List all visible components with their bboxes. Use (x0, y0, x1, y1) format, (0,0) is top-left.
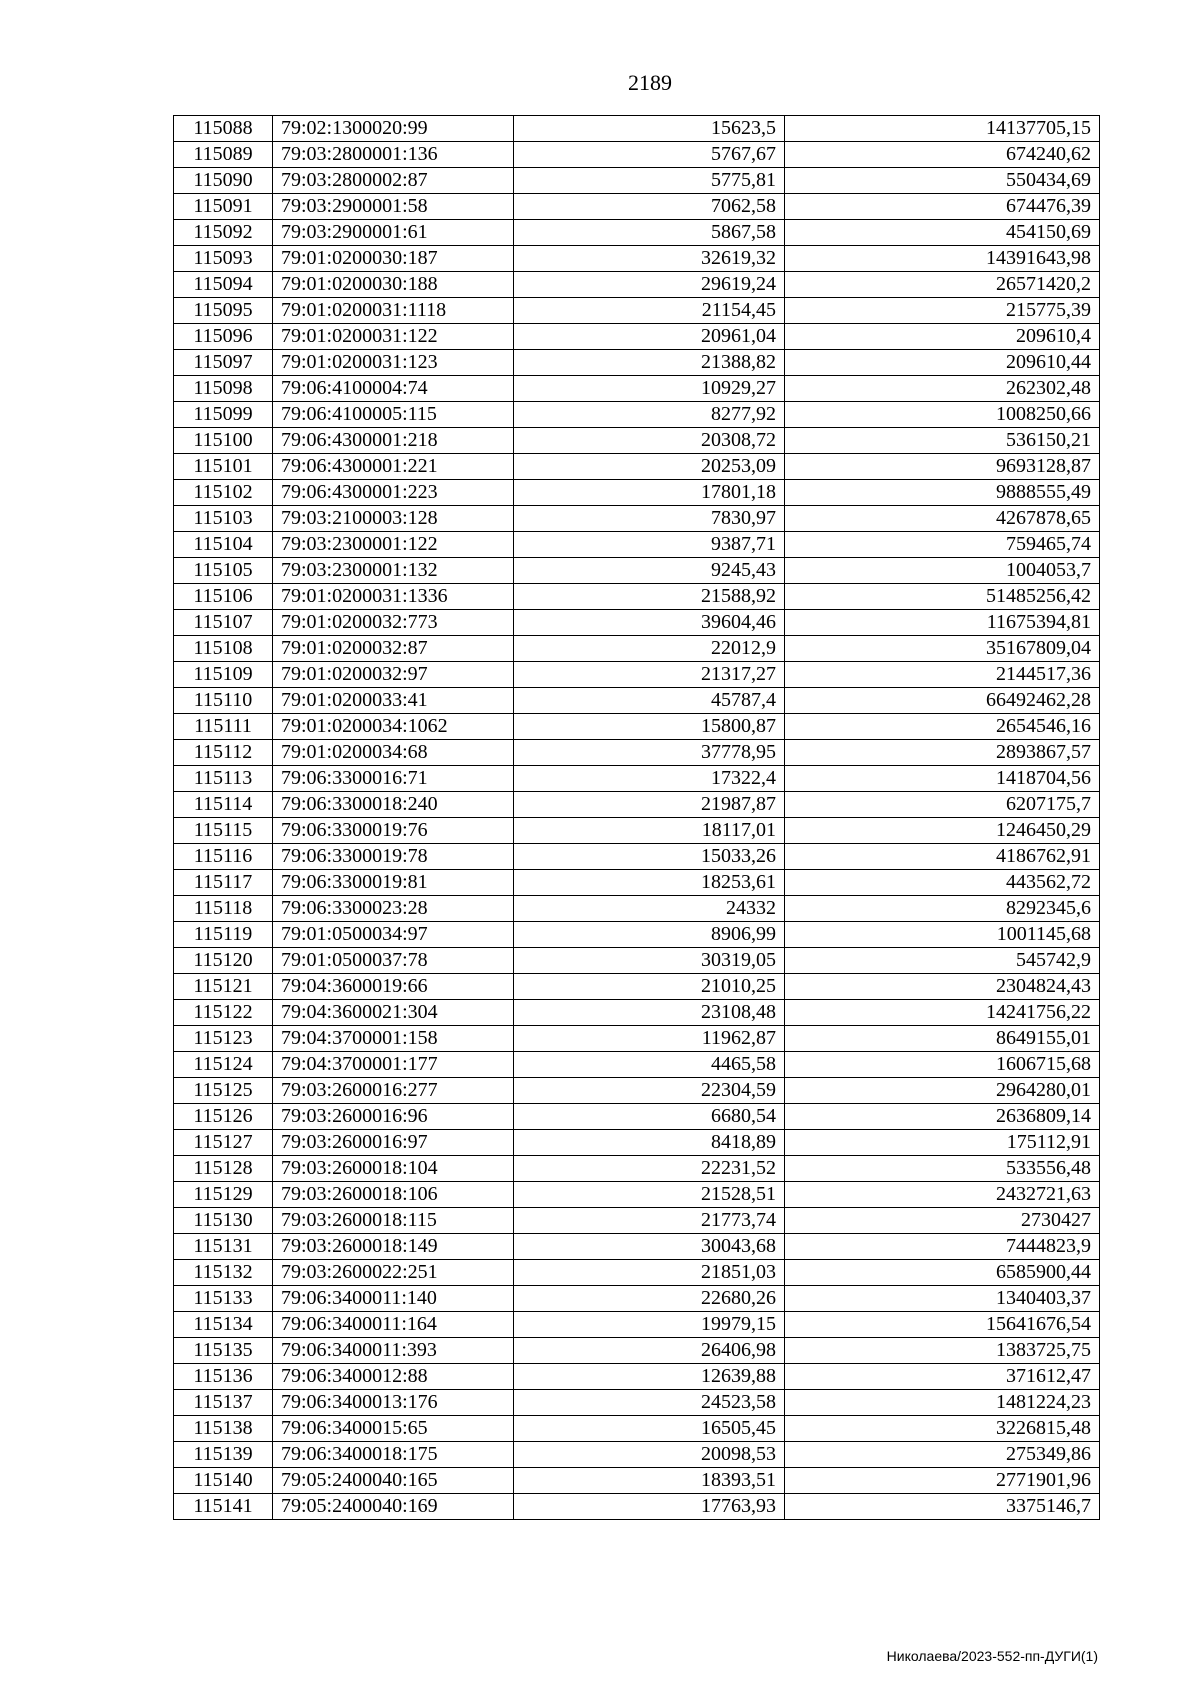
registry-table-body (174, 116, 1100, 1520)
row-number-cell: 115110 (174, 688, 273, 714)
cadastral-number-cell: 79:06:4100004:74 (273, 376, 514, 402)
cadastral-number-cell: 79:02:1300020:99 (273, 116, 514, 142)
table-row (174, 480, 1100, 506)
cadastral-number-cell: 79:03:2600022:251 (273, 1260, 514, 1286)
table-row (174, 1312, 1100, 1338)
table-row (174, 1338, 1100, 1364)
table-row (174, 1104, 1100, 1130)
value-cell: 209610,4 (785, 324, 1100, 350)
value-cell: 14391643,98 (785, 246, 1100, 272)
value-cell: 2654546,16 (785, 714, 1100, 740)
cadastral-number-cell: 79:03:2600018:106 (273, 1182, 514, 1208)
cadastral-number-cell: 79:03:2600016:96 (273, 1104, 514, 1130)
area-cell: 22680,26 (514, 1286, 785, 1312)
row-number-cell: 115134 (174, 1312, 273, 1338)
table-row (174, 1130, 1100, 1156)
cadastral-number-cell: 79:06:3400011:140 (273, 1286, 514, 1312)
area-cell: 17322,4 (514, 766, 785, 792)
table-row (174, 1182, 1100, 1208)
registry-table (173, 115, 1100, 1520)
area-cell: 22012,9 (514, 636, 785, 662)
cadastral-number-cell: 79:06:3300019:76 (273, 818, 514, 844)
row-number-cell: 115136 (174, 1364, 273, 1390)
area-cell: 21773,74 (514, 1208, 785, 1234)
value-cell: 209610,44 (785, 350, 1100, 376)
area-cell: 11962,87 (514, 1026, 785, 1052)
table-row (174, 1000, 1100, 1026)
row-number-cell: 115101 (174, 454, 273, 480)
row-number-cell: 115095 (174, 298, 273, 324)
value-cell: 2304824,43 (785, 974, 1100, 1000)
value-cell: 1004053,7 (785, 558, 1100, 584)
cadastral-number-cell: 79:01:0500034:97 (273, 922, 514, 948)
area-cell: 21588,92 (514, 584, 785, 610)
row-number-cell: 115107 (174, 610, 273, 636)
table-row (174, 636, 1100, 662)
table-row (174, 1052, 1100, 1078)
cadastral-number-cell: 79:03:2100003:128 (273, 506, 514, 532)
row-number-cell: 115102 (174, 480, 273, 506)
value-cell: 51485256,42 (785, 584, 1100, 610)
cadastral-number-cell: 79:04:3600019:66 (273, 974, 514, 1000)
row-number-cell: 115140 (174, 1468, 273, 1494)
cadastral-number-cell: 79:04:3600021:304 (273, 1000, 514, 1026)
area-cell: 21851,03 (514, 1260, 785, 1286)
table-row (174, 1442, 1100, 1468)
cadastral-number-cell: 79:01:0200034:68 (273, 740, 514, 766)
row-number-cell: 115135 (174, 1338, 273, 1364)
row-number-cell: 115118 (174, 896, 273, 922)
row-number-cell: 115139 (174, 1442, 273, 1468)
row-number-cell: 115137 (174, 1390, 273, 1416)
area-cell: 5867,58 (514, 220, 785, 246)
table-row (174, 714, 1100, 740)
table-row (174, 1286, 1100, 1312)
area-cell: 5775,81 (514, 168, 785, 194)
table-row (174, 142, 1100, 168)
row-number-cell: 115089 (174, 142, 273, 168)
value-cell: 9693128,87 (785, 454, 1100, 480)
row-number-cell: 115093 (174, 246, 273, 272)
value-cell: 4267878,65 (785, 506, 1100, 532)
area-cell: 5767,67 (514, 142, 785, 168)
row-number-cell: 115123 (174, 1026, 273, 1052)
cadastral-number-cell: 79:04:3700001:177 (273, 1052, 514, 1078)
cadastral-number-cell: 79:06:3300018:240 (273, 792, 514, 818)
value-cell: 1383725,75 (785, 1338, 1100, 1364)
cadastral-number-cell: 79:03:2600016:97 (273, 1130, 514, 1156)
area-cell: 12639,88 (514, 1364, 785, 1390)
area-cell: 24523,58 (514, 1390, 785, 1416)
area-cell: 20961,04 (514, 324, 785, 350)
value-cell: 1008250,66 (785, 402, 1100, 428)
area-cell: 23108,48 (514, 1000, 785, 1026)
row-number-cell: 115131 (174, 1234, 273, 1260)
cadastral-number-cell: 79:04:3700001:158 (273, 1026, 514, 1052)
area-cell: 30319,05 (514, 948, 785, 974)
value-cell: 14137705,15 (785, 116, 1100, 142)
cadastral-number-cell: 79:06:3400012:88 (273, 1364, 514, 1390)
value-cell: 3226815,48 (785, 1416, 1100, 1442)
value-cell: 2964280,01 (785, 1078, 1100, 1104)
cadastral-number-cell: 79:06:3300023:28 (273, 896, 514, 922)
row-number-cell: 115104 (174, 532, 273, 558)
cadastral-number-cell: 79:06:3400013:176 (273, 1390, 514, 1416)
table-row (174, 922, 1100, 948)
row-number-cell: 115141 (174, 1494, 273, 1520)
table-row (174, 1468, 1100, 1494)
value-cell: 1481224,23 (785, 1390, 1100, 1416)
cadastral-number-cell: 79:06:4100005:115 (273, 402, 514, 428)
area-cell: 21317,27 (514, 662, 785, 688)
cadastral-number-cell: 79:01:0200031:123 (273, 350, 514, 376)
row-number-cell: 115091 (174, 194, 273, 220)
cadastral-number-cell: 79:03:2800002:87 (273, 168, 514, 194)
area-cell: 29619,24 (514, 272, 785, 298)
value-cell: 536150,21 (785, 428, 1100, 454)
cadastral-number-cell: 79:03:2600016:277 (273, 1078, 514, 1104)
value-cell: 759465,74 (785, 532, 1100, 558)
cadastral-number-cell: 79:01:0200034:1062 (273, 714, 514, 740)
value-cell: 6585900,44 (785, 1260, 1100, 1286)
row-number-cell: 115103 (174, 506, 273, 532)
area-cell: 21388,82 (514, 350, 785, 376)
table-row (174, 948, 1100, 974)
value-cell: 215775,39 (785, 298, 1100, 324)
area-cell: 16505,45 (514, 1416, 785, 1442)
value-cell: 371612,47 (785, 1364, 1100, 1390)
area-cell: 18253,61 (514, 870, 785, 896)
cadastral-number-cell: 79:01:0200031:1336 (273, 584, 514, 610)
table-row (174, 896, 1100, 922)
row-number-cell: 115099 (174, 402, 273, 428)
value-cell: 7444823,9 (785, 1234, 1100, 1260)
page-number: 2189 (628, 70, 672, 95)
row-number-cell: 115119 (174, 922, 273, 948)
row-number-cell: 115115 (174, 818, 273, 844)
table-row (174, 220, 1100, 246)
row-number-cell: 115120 (174, 948, 273, 974)
row-number-cell: 115109 (174, 662, 273, 688)
cadastral-number-cell: 79:05:2400040:169 (273, 1494, 514, 1520)
row-number-cell: 115106 (174, 584, 273, 610)
cadastral-number-cell: 79:06:4300001:218 (273, 428, 514, 454)
area-cell: 22304,59 (514, 1078, 785, 1104)
area-cell: 9387,71 (514, 532, 785, 558)
cadastral-number-cell: 79:03:2600018:149 (273, 1234, 514, 1260)
table-row (174, 766, 1100, 792)
table-row (174, 584, 1100, 610)
table-row (174, 246, 1100, 272)
area-cell: 19979,15 (514, 1312, 785, 1338)
area-cell: 17801,18 (514, 480, 785, 506)
cadastral-number-cell: 79:01:0200032:97 (273, 662, 514, 688)
area-cell: 20308,72 (514, 428, 785, 454)
area-cell: 18393,51 (514, 1468, 785, 1494)
row-number-cell: 115116 (174, 844, 273, 870)
table-row (174, 454, 1100, 480)
cadastral-number-cell: 79:01:0200032:773 (273, 610, 514, 636)
cadastral-number-cell: 79:06:4300001:221 (273, 454, 514, 480)
table-row (174, 870, 1100, 896)
area-cell: 10929,27 (514, 376, 785, 402)
row-number-cell: 115114 (174, 792, 273, 818)
table-row (174, 324, 1100, 350)
table-row (174, 402, 1100, 428)
area-cell: 8277,92 (514, 402, 785, 428)
cadastral-number-cell: 79:06:3300019:81 (273, 870, 514, 896)
area-cell: 37778,95 (514, 740, 785, 766)
table-row (174, 506, 1100, 532)
value-cell: 454150,69 (785, 220, 1100, 246)
area-cell: 26406,98 (514, 1338, 785, 1364)
cadastral-number-cell: 79:03:2300001:132 (273, 558, 514, 584)
row-number-cell: 115105 (174, 558, 273, 584)
document-reference: Николаева/2023-552-пп-ДУГИ(1) (886, 1648, 1098, 1664)
area-cell: 20253,09 (514, 454, 785, 480)
area-cell: 15033,26 (514, 844, 785, 870)
value-cell: 1340403,37 (785, 1286, 1100, 1312)
row-number-cell: 115112 (174, 740, 273, 766)
table-row (174, 116, 1100, 142)
cadastral-number-cell: 79:01:0200033:41 (273, 688, 514, 714)
table-row (174, 298, 1100, 324)
value-cell: 14241756,22 (785, 1000, 1100, 1026)
value-cell: 1418704,56 (785, 766, 1100, 792)
area-cell: 22231,52 (514, 1156, 785, 1182)
table-row (174, 558, 1100, 584)
table-row (174, 1078, 1100, 1104)
value-cell: 2636809,14 (785, 1104, 1100, 1130)
value-cell: 1001145,68 (785, 922, 1100, 948)
row-number-cell: 115130 (174, 1208, 273, 1234)
cadastral-number-cell: 79:05:2400040:165 (273, 1468, 514, 1494)
value-cell: 2893867,57 (785, 740, 1100, 766)
cadastral-number-cell: 79:06:3400018:175 (273, 1442, 514, 1468)
value-cell: 545742,9 (785, 948, 1100, 974)
area-cell: 18117,01 (514, 818, 785, 844)
value-cell: 1606715,68 (785, 1052, 1100, 1078)
row-number-cell: 115129 (174, 1182, 273, 1208)
value-cell: 8292345,6 (785, 896, 1100, 922)
table-row (174, 844, 1100, 870)
area-cell: 21154,45 (514, 298, 785, 324)
row-number-cell: 115128 (174, 1156, 273, 1182)
table-row (174, 1026, 1100, 1052)
table-row (174, 610, 1100, 636)
row-number-cell: 115125 (174, 1078, 273, 1104)
cadastral-number-cell: 79:01:0200031:1118 (273, 298, 514, 324)
value-cell: 533556,48 (785, 1156, 1100, 1182)
cadastral-number-cell: 79:06:3400011:393 (273, 1338, 514, 1364)
cadastral-number-cell: 79:03:2300001:122 (273, 532, 514, 558)
table-row (174, 1260, 1100, 1286)
cadastral-number-cell: 79:06:4300001:223 (273, 480, 514, 506)
value-cell: 11675394,81 (785, 610, 1100, 636)
row-number-cell: 115138 (174, 1416, 273, 1442)
table-row (174, 194, 1100, 220)
row-number-cell: 115097 (174, 350, 273, 376)
value-cell: 8649155,01 (785, 1026, 1100, 1052)
table-row (174, 818, 1100, 844)
table-row (174, 688, 1100, 714)
table-row (174, 1208, 1100, 1234)
area-cell: 45787,4 (514, 688, 785, 714)
row-number-cell: 115094 (174, 272, 273, 298)
table-row (174, 1390, 1100, 1416)
table-row (174, 662, 1100, 688)
value-cell: 6207175,7 (785, 792, 1100, 818)
value-cell: 26571420,2 (785, 272, 1100, 298)
cadastral-number-cell: 79:01:0500037:78 (273, 948, 514, 974)
row-number-cell: 115108 (174, 636, 273, 662)
table-row (174, 272, 1100, 298)
row-number-cell: 115126 (174, 1104, 273, 1130)
cadastral-number-cell: 79:03:2600018:115 (273, 1208, 514, 1234)
area-cell: 21528,51 (514, 1182, 785, 1208)
row-number-cell: 115088 (174, 116, 273, 142)
row-number-cell: 115098 (174, 376, 273, 402)
area-cell: 15800,87 (514, 714, 785, 740)
cadastral-number-cell: 79:01:0200031:122 (273, 324, 514, 350)
row-number-cell: 115111 (174, 714, 273, 740)
value-cell: 2144517,36 (785, 662, 1100, 688)
table-row (174, 1494, 1100, 1520)
cadastral-number-cell: 79:01:0200030:188 (273, 272, 514, 298)
value-cell: 9888555,49 (785, 480, 1100, 506)
area-cell: 9245,43 (514, 558, 785, 584)
table-row (174, 428, 1100, 454)
cadastral-number-cell: 79:06:3300016:71 (273, 766, 514, 792)
value-cell: 443562,72 (785, 870, 1100, 896)
value-cell: 35167809,04 (785, 636, 1100, 662)
value-cell: 275349,86 (785, 1442, 1100, 1468)
table-row (174, 376, 1100, 402)
value-cell: 2432721,63 (785, 1182, 1100, 1208)
value-cell: 262302,48 (785, 376, 1100, 402)
area-cell: 7062,58 (514, 194, 785, 220)
area-cell: 30043,68 (514, 1234, 785, 1260)
row-number-cell: 115121 (174, 974, 273, 1000)
value-cell: 175112,91 (785, 1130, 1100, 1156)
value-cell: 1246450,29 (785, 818, 1100, 844)
row-number-cell: 115117 (174, 870, 273, 896)
row-number-cell: 115133 (174, 1286, 273, 1312)
value-cell: 2730427 (785, 1208, 1100, 1234)
row-number-cell: 115090 (174, 168, 273, 194)
area-cell: 15623,5 (514, 116, 785, 142)
area-cell: 32619,32 (514, 246, 785, 272)
area-cell: 6680,54 (514, 1104, 785, 1130)
table-row (174, 1416, 1100, 1442)
area-cell: 4465,58 (514, 1052, 785, 1078)
cadastral-number-cell: 79:06:3400011:164 (273, 1312, 514, 1338)
area-cell: 39604,46 (514, 610, 785, 636)
value-cell: 674240,62 (785, 142, 1100, 168)
value-cell: 550434,69 (785, 168, 1100, 194)
value-cell: 674476,39 (785, 194, 1100, 220)
cadastral-number-cell: 79:03:2600018:104 (273, 1156, 514, 1182)
area-cell: 20098,53 (514, 1442, 785, 1468)
table-row (174, 1234, 1100, 1260)
area-cell: 21010,25 (514, 974, 785, 1000)
cadastral-number-cell: 79:03:2800001:136 (273, 142, 514, 168)
area-cell: 24332 (514, 896, 785, 922)
value-cell: 4186762,91 (785, 844, 1100, 870)
cadastral-number-cell: 79:01:0200030:187 (273, 246, 514, 272)
cadastral-number-cell: 79:03:2900001:61 (273, 220, 514, 246)
cadastral-number-cell: 79:06:3300019:78 (273, 844, 514, 870)
row-number-cell: 115132 (174, 1260, 273, 1286)
table-row (174, 792, 1100, 818)
cadastral-number-cell: 79:03:2900001:58 (273, 194, 514, 220)
value-cell: 3375146,7 (785, 1494, 1100, 1520)
table-row (174, 532, 1100, 558)
row-number-cell: 115122 (174, 1000, 273, 1026)
area-cell: 21987,87 (514, 792, 785, 818)
row-number-cell: 115124 (174, 1052, 273, 1078)
row-number-cell: 115113 (174, 766, 273, 792)
table-row (174, 350, 1100, 376)
table-row (174, 1156, 1100, 1182)
table-row (174, 1364, 1100, 1390)
row-number-cell: 115100 (174, 428, 273, 454)
value-cell: 2771901,96 (785, 1468, 1100, 1494)
value-cell: 66492462,28 (785, 688, 1100, 714)
table-row (174, 974, 1100, 1000)
cadastral-number-cell: 79:01:0200032:87 (273, 636, 514, 662)
area-cell: 7830,97 (514, 506, 785, 532)
area-cell: 8906,99 (514, 922, 785, 948)
row-number-cell: 115096 (174, 324, 273, 350)
table-row (174, 168, 1100, 194)
table-row (174, 740, 1100, 766)
area-cell: 8418,89 (514, 1130, 785, 1156)
row-number-cell: 115092 (174, 220, 273, 246)
value-cell: 15641676,54 (785, 1312, 1100, 1338)
area-cell: 17763,93 (514, 1494, 785, 1520)
row-number-cell: 115127 (174, 1130, 273, 1156)
cadastral-number-cell: 79:06:3400015:65 (273, 1416, 514, 1442)
